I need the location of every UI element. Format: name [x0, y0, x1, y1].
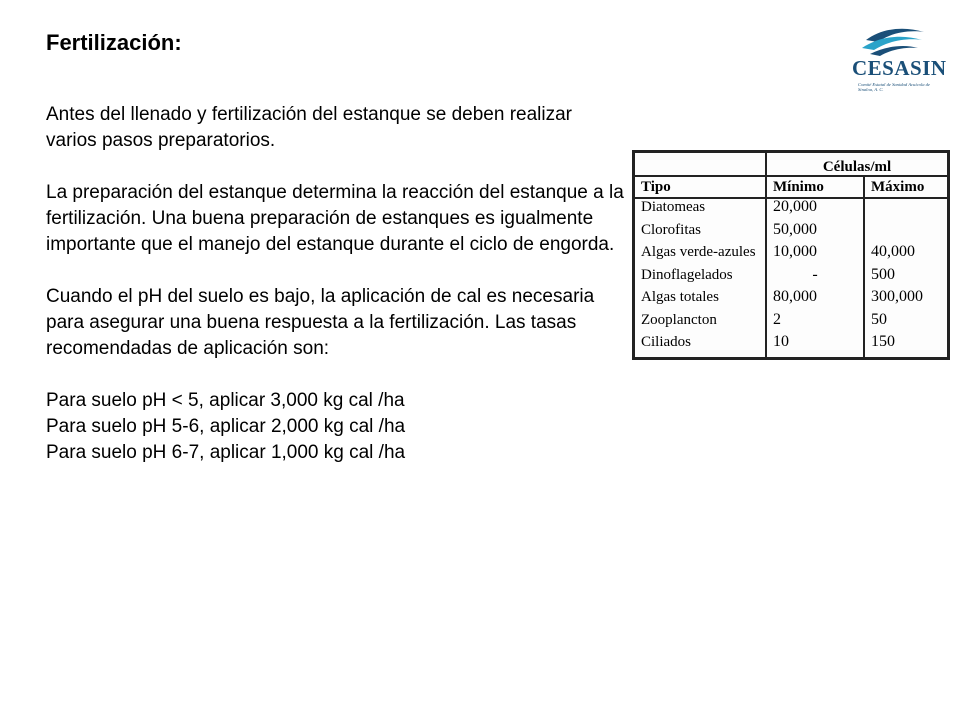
- cell-tipo: Ciliados: [635, 334, 766, 357]
- cell-minimo: 10,000: [766, 244, 864, 267]
- cell-minimo: 80,000: [766, 289, 864, 312]
- table-row: [635, 267, 947, 290]
- plankton-table: [632, 150, 950, 360]
- table-row: [635, 312, 947, 335]
- paragraph-preparation: La preparación del estanque determina la reacción del estanque a la fertilización. Una buena preparación de estanques es igualmente importante que el manejo del estanque durante el ciclo de engorda.: [46, 182, 624, 255]
- rate-line: Para suelo pH < 5, aplicar 3,000 kg cal /ha: [46, 390, 405, 411]
- cell-tipo: Algas verde-azules: [635, 244, 766, 267]
- table-row: [635, 244, 947, 267]
- table-row: [635, 289, 947, 312]
- cell-tipo: Zooplancton: [635, 312, 766, 335]
- paragraph-intro: Antes del llenado y fertilización del estanque se deben realizar varios pasos preparatorios.: [46, 104, 572, 151]
- cell-minimo: 10: [766, 334, 864, 357]
- cell-maximo: 40,000: [871, 243, 915, 261]
- cell-maximo: 300,000: [871, 288, 923, 306]
- col-header-minimo: Mínimo: [766, 176, 864, 198]
- rate-line: Para suelo pH 6-7, aplicar 1,000 kg cal /ha: [46, 442, 406, 463]
- cell-maximo: [864, 222, 947, 245]
- cell-tipo: Algas totales: [635, 289, 766, 312]
- cell-maximo: 50: [871, 310, 887, 328]
- logo-subtitle: Comité Estatal de Sanidad Acuícola de Sinaloa, A. C.: [858, 82, 931, 93]
- table-row: [635, 334, 947, 357]
- rate-line: Para suelo pH 5-6, aplicar 2,000 kg cal /ha: [46, 416, 406, 437]
- cell-minimo: -: [766, 267, 864, 290]
- group-header: Células/ml: [822, 159, 892, 175]
- cesasin-logo: [852, 24, 947, 104]
- cell-minimo: 50,000: [766, 222, 864, 245]
- cell-tipo: Dinoflagelados: [635, 267, 766, 290]
- table-row: [635, 222, 947, 245]
- page-title: Fertilización:: [46, 30, 182, 55]
- table-corner: [635, 153, 766, 176]
- cell-tipo: Diatomeas: [635, 198, 766, 222]
- paragraph-ph: Cuando el pH del suelo es bajo, la aplicación de cal es necesaria para asegurar una buena respuesta a la fertilización. Las tasas recomendadas de aplicación son:: [46, 286, 595, 359]
- cell-minimo: 20,000: [766, 198, 864, 222]
- cell-tipo: Clorofitas: [635, 222, 766, 245]
- cell-maximo: 500: [871, 265, 895, 283]
- wave-logo-icon: [852, 24, 936, 58]
- cell-maximo: [864, 198, 947, 222]
- col-header-tipo: Tipo: [635, 176, 766, 198]
- cell-maximo: 150: [871, 333, 895, 351]
- body-text: [46, 102, 626, 466]
- table-row: [635, 198, 947, 222]
- cell-minimo: 2: [766, 312, 864, 335]
- col-header-maximo: Máximo: [864, 176, 947, 198]
- logo-name: CESASIN: [852, 56, 947, 80]
